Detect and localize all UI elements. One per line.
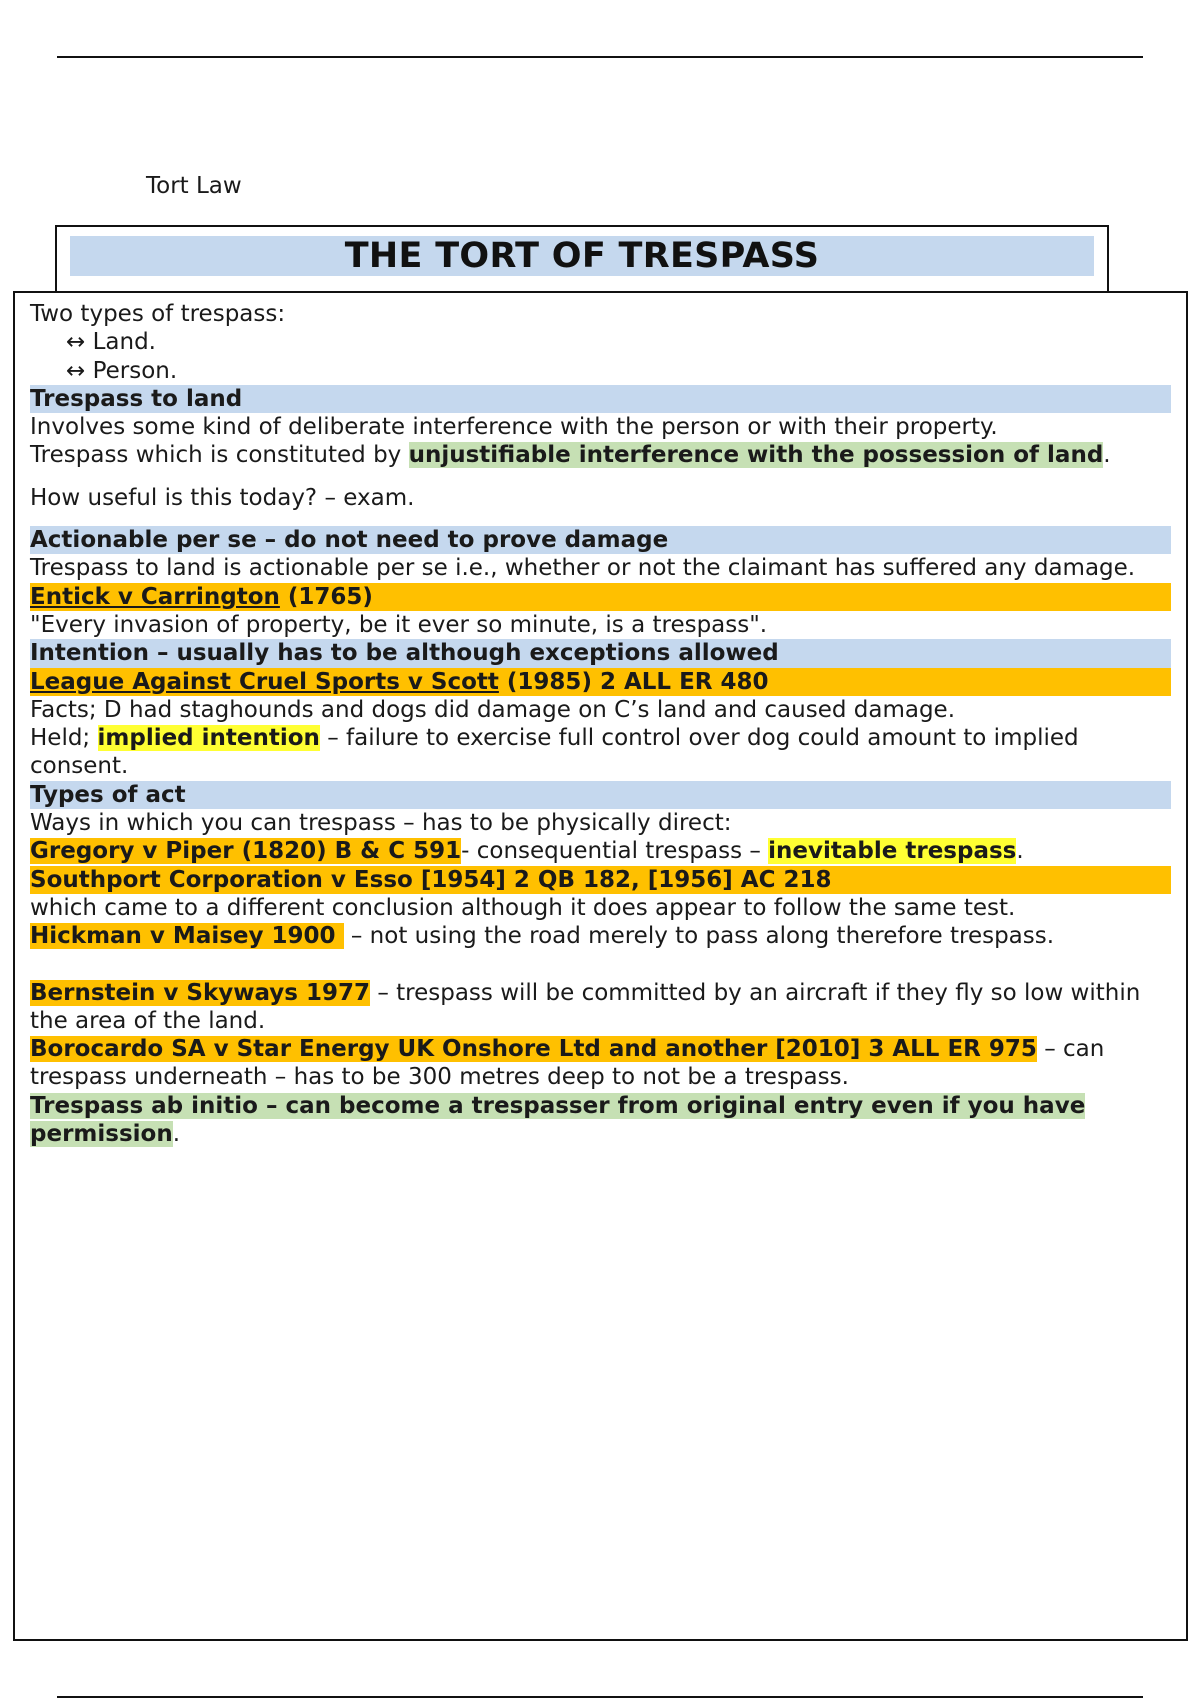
list-item-label: Land. bbox=[92, 329, 156, 356]
content-box bbox=[13, 291, 1188, 1641]
paragraph: Facts; D had staghounds and dogs did damage on C’s land and caused damage. bbox=[30, 696, 956, 723]
paragraph: How useful is this today? – exam. bbox=[30, 484, 415, 511]
paragraph bbox=[30, 441, 1171, 469]
section-heading-trespass-to-land: Trespass to land bbox=[30, 385, 1171, 413]
paragraph: Involves some kind of deliberate interference with the person or with their property. bbox=[30, 414, 998, 441]
case-heading-entick bbox=[30, 583, 1171, 611]
bottom-rule bbox=[57, 1696, 1143, 1698]
list-item-label: Person. bbox=[92, 357, 178, 384]
text-run: Trespass which is constituted by bbox=[30, 442, 409, 469]
text-run: . bbox=[172, 1121, 181, 1148]
list-item bbox=[30, 357, 1171, 385]
text-run: . bbox=[1016, 838, 1024, 865]
highlight-yellow: implied intention bbox=[97, 725, 320, 752]
paragraph bbox=[30, 979, 1171, 1036]
text-run: – failure to exercise full control over dog could amount to implied consent. bbox=[30, 725, 1079, 780]
quote: "Every invasion of property, be it ever so minute, is a trespass". bbox=[30, 611, 768, 638]
text-run: . bbox=[1103, 442, 1111, 469]
paragraph bbox=[30, 922, 1171, 950]
paragraph: which came to a different conclusion although it does appear to follow the same test. bbox=[30, 894, 1016, 921]
paragraph: Ways in which you can trespass – has to be physically direct: bbox=[30, 810, 732, 837]
highlight-yellow: inevitable trespass bbox=[768, 838, 1017, 865]
case-highlight: Bernstein v Skyways 1977 bbox=[30, 979, 371, 1006]
section-heading-types-of-act: Types of act bbox=[30, 781, 1171, 809]
text-run: – can trespass underneath – has to be 300 metres deep to not be a trespass. bbox=[30, 1036, 1105, 1091]
case-heading-league bbox=[30, 668, 1171, 696]
case-heading-southport: Southport Corporation v Esso [1954] 2 QB 182, [1956] AC 218 bbox=[30, 866, 1171, 894]
page-title: THE TORT OF TRESPASS bbox=[70, 236, 1094, 276]
section-heading-actionable: Actionable per se – do not need to prove damage bbox=[30, 526, 1171, 554]
section-heading-intention: Intention – usually has to be although exceptions allowed bbox=[30, 639, 1171, 667]
text-run: Held; bbox=[30, 725, 98, 752]
case-year: (1765) bbox=[279, 583, 373, 610]
paragraph: Trespass to land is actionable per se i.e., whether or not the claimant has suffered any damage. bbox=[30, 555, 1136, 582]
case-citation: (1985) 2 ALL ER 480 bbox=[498, 668, 769, 695]
list-item bbox=[30, 328, 1171, 356]
highlight-green: unjustifiable interference with the possession of land bbox=[408, 442, 1104, 469]
case-highlight: Gregory v Piper (1820) B & C 591 bbox=[30, 838, 462, 865]
title-box bbox=[55, 225, 1109, 291]
spacer bbox=[30, 512, 1171, 526]
case-highlight: Hickman v Maisey 1900 bbox=[30, 923, 344, 950]
spacer bbox=[30, 951, 1171, 979]
double-arrow-icon: ↔ bbox=[66, 329, 86, 356]
top-rule bbox=[57, 56, 1143, 58]
text-run: – trespass will be committed by an aircraft if they fly so low within the area of the land. bbox=[30, 979, 1141, 1034]
case-highlight: Borocardo SA v Star Energy UK Onshore Ltd and another [2010] 3 ALL ER 975 bbox=[30, 1036, 1037, 1063]
highlight-green: Trespass ab initio – can become a trespasser from original entry even if you have permission bbox=[30, 1092, 1086, 1148]
header-label: Tort Law bbox=[146, 173, 242, 199]
paragraph bbox=[30, 837, 1171, 865]
paragraph bbox=[30, 1035, 1171, 1092]
paragraph bbox=[30, 1092, 1171, 1149]
case-name: League Against Cruel Sports v Scott bbox=[30, 668, 499, 695]
text-run: - consequential trespass – bbox=[461, 838, 769, 865]
paragraph bbox=[30, 724, 1171, 781]
intro-text: Two types of trespass: bbox=[30, 301, 286, 327]
spacer bbox=[30, 470, 1171, 484]
case-name: Entick v Carrington bbox=[30, 583, 280, 610]
text-run: – not using the road merely to pass along therefore trespass. bbox=[343, 923, 1055, 950]
double-arrow-icon: ↔ bbox=[66, 357, 86, 384]
